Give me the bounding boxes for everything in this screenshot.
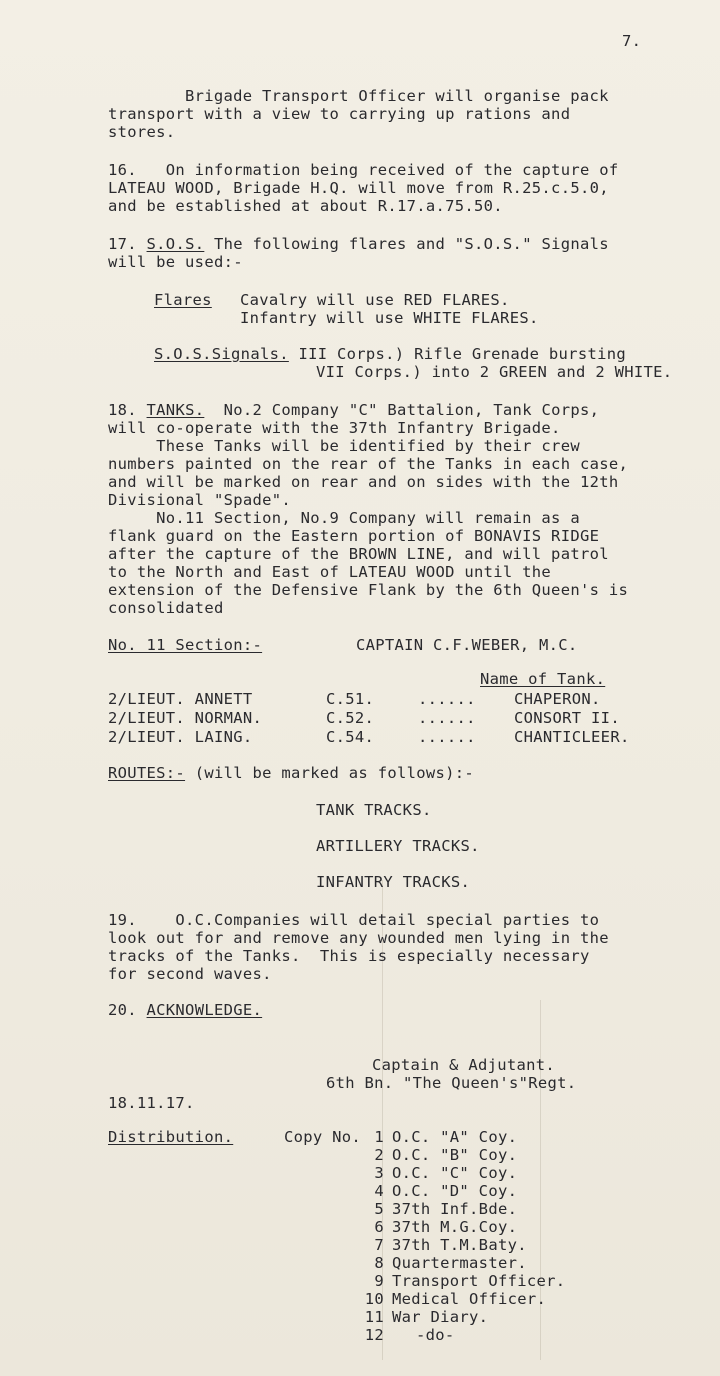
para20-number: 20.: [108, 1001, 147, 1019]
tank-leader-dots: ......: [418, 709, 476, 727]
copy-number: 9: [374, 1272, 384, 1290]
flares-label: Flares: [154, 291, 212, 309]
para18-title: TANKS.: [146, 401, 205, 419]
para18-line: to the North and East of LATEAU WOOD until the: [108, 563, 552, 581]
para19-line: tracks of the Tanks. This is especially necessary: [108, 947, 590, 965]
para19-line: for second waves.: [108, 965, 272, 983]
copy-number: 12: [364, 1326, 384, 1344]
para18-line: Divisional "Spade".: [108, 491, 292, 509]
section11-captain: CAPTAIN C.F.WEBER, M.C.: [356, 636, 578, 654]
copy-recipient: War Diary.: [392, 1308, 489, 1326]
intro-line: transport with a view to carrying up rations and: [108, 105, 571, 123]
tank-number: C.54.: [326, 728, 375, 746]
copy-recipient: O.C. "B" Coy.: [392, 1146, 518, 1164]
tank-name: CHAPERON.: [514, 690, 601, 708]
routes-heading: [108, 764, 474, 782]
copy-number: 10: [364, 1290, 384, 1308]
copy-prefix: Copy No.: [284, 1128, 362, 1146]
route-item: INFANTRY TRACKS.: [316, 873, 471, 891]
para17-title: S.O.S.: [146, 235, 205, 253]
routes-label: ROUTES:-: [108, 764, 186, 782]
para18-text: No.2 Company "C" Battalion, Tank Corps,: [204, 401, 600, 419]
tank-name-header: Name of Tank.: [480, 670, 606, 688]
para17-line: will be used:-: [108, 253, 243, 271]
tank-officer: 2/LIEUT. LAING.: [108, 728, 253, 746]
para18-line: flank guard on the Eastern portion of BONAVIS RIDGE: [108, 527, 600, 545]
para17-heading: [108, 235, 609, 253]
para16-line: LATEAU WOOD, Brigade H.Q. will move from R.25.c.5.0,: [108, 179, 609, 197]
tank-officer: 2/LIEUT. NORMAN.: [108, 709, 263, 727]
copy-number: 3: [374, 1164, 384, 1182]
para18-line: consolidated: [108, 599, 224, 617]
para17-text: The following flares and "S.O.S." Signals: [204, 235, 609, 253]
sos-heading: [154, 345, 626, 363]
flares-line: Infantry will use WHITE FLARES.: [240, 309, 539, 327]
copy-number: 8: [374, 1254, 384, 1272]
para17-number: 17.: [108, 235, 137, 253]
para18-heading: [108, 401, 599, 419]
order-date: 18.11.17.: [108, 1094, 195, 1112]
tank-officer: 2/LIEUT. ANNETT: [108, 690, 253, 708]
signature-title: Captain & Adjutant.: [372, 1056, 556, 1074]
copy-number: 7: [374, 1236, 384, 1254]
tank-number: C.51.: [326, 690, 375, 708]
para18-line: These Tanks will be identified by their crew: [108, 437, 580, 455]
para18-line: No.11 Section, No.9 Company will remain as a: [108, 509, 580, 527]
copy-recipient: -do-: [416, 1326, 455, 1344]
routes-text: (will be marked as follows):-: [185, 764, 475, 782]
para16-line: 16. On information being received of the capture of: [108, 161, 619, 179]
para18-line: extension of the Defensive Flank by the 6th Queen's is: [108, 581, 629, 599]
tank-leader-dots: ......: [418, 728, 476, 746]
copy-number: 1: [374, 1128, 384, 1146]
section11-label: No. 11 Section:-: [108, 636, 263, 654]
para16-line: and be established at about R.17.a.75.50.: [108, 197, 503, 215]
copy-recipient: O.C. "C" Coy.: [392, 1164, 518, 1182]
para18-line: and will be marked on rear and on sides with the 12th: [108, 473, 619, 491]
copy-recipient: Transport Officer.: [392, 1272, 566, 1290]
sos-line: VII Corps.) into 2 GREEN and 2 WHITE.: [316, 363, 673, 381]
copy-number: 5: [374, 1200, 384, 1218]
route-item: TANK TRACKS.: [316, 801, 432, 819]
copy-recipient: Medical Officer.: [392, 1290, 547, 1308]
copy-number: 6: [374, 1218, 384, 1236]
para19-line: 19. O.C.Companies will detail special parties to: [108, 911, 600, 929]
para18-number: 18.: [108, 401, 137, 419]
para18-line: after the capture of the BROWN LINE, and will patrol: [108, 545, 609, 563]
tank-number: C.52.: [326, 709, 375, 727]
flares-line: Cavalry will use RED FLARES.: [240, 291, 510, 309]
copy-number: 4: [374, 1182, 384, 1200]
intro-line: stores.: [108, 123, 176, 141]
copy-recipient: 37th T.M.Baty.: [392, 1236, 527, 1254]
copy-number: 2: [374, 1146, 384, 1164]
distribution-label: Distribution.: [108, 1128, 234, 1146]
sos-label: S.O.S.Signals.: [154, 345, 289, 363]
para18-line: numbers painted on the rear of the Tanks in each case,: [108, 455, 629, 473]
copy-recipient: 37th M.G.Coy.: [392, 1218, 518, 1236]
para19-line: look out for and remove any wounded men lying in the: [108, 929, 609, 947]
copy-recipient: Quartermaster.: [392, 1254, 527, 1272]
para20: [108, 1001, 262, 1019]
para20-text: ACKNOWLEDGE.: [146, 1001, 263, 1019]
copy-recipient: O.C. "D" Coy.: [392, 1182, 518, 1200]
copy-recipient: O.C. "A" Coy.: [392, 1128, 518, 1146]
tank-name: CHANTICLEER.: [514, 728, 630, 746]
intro-line: Brigade Transport Officer will organise pack: [185, 87, 609, 105]
copy-number: 11: [364, 1308, 384, 1326]
tank-leader-dots: ......: [418, 690, 476, 708]
page-number: 7.: [622, 32, 642, 50]
para18-line: will co-operate with the 37th Infantry Brigade.: [108, 419, 561, 437]
sos-line: III Corps.) Rifle Grenade bursting: [288, 345, 626, 363]
signature-unit: 6th Bn. "The Queen's"Regt.: [326, 1074, 577, 1092]
copy-recipient: 37th Inf.Bde.: [392, 1200, 518, 1218]
route-item: ARTILLERY TRACKS.: [316, 837, 480, 855]
tank-name: CONSORT II.: [514, 709, 620, 727]
